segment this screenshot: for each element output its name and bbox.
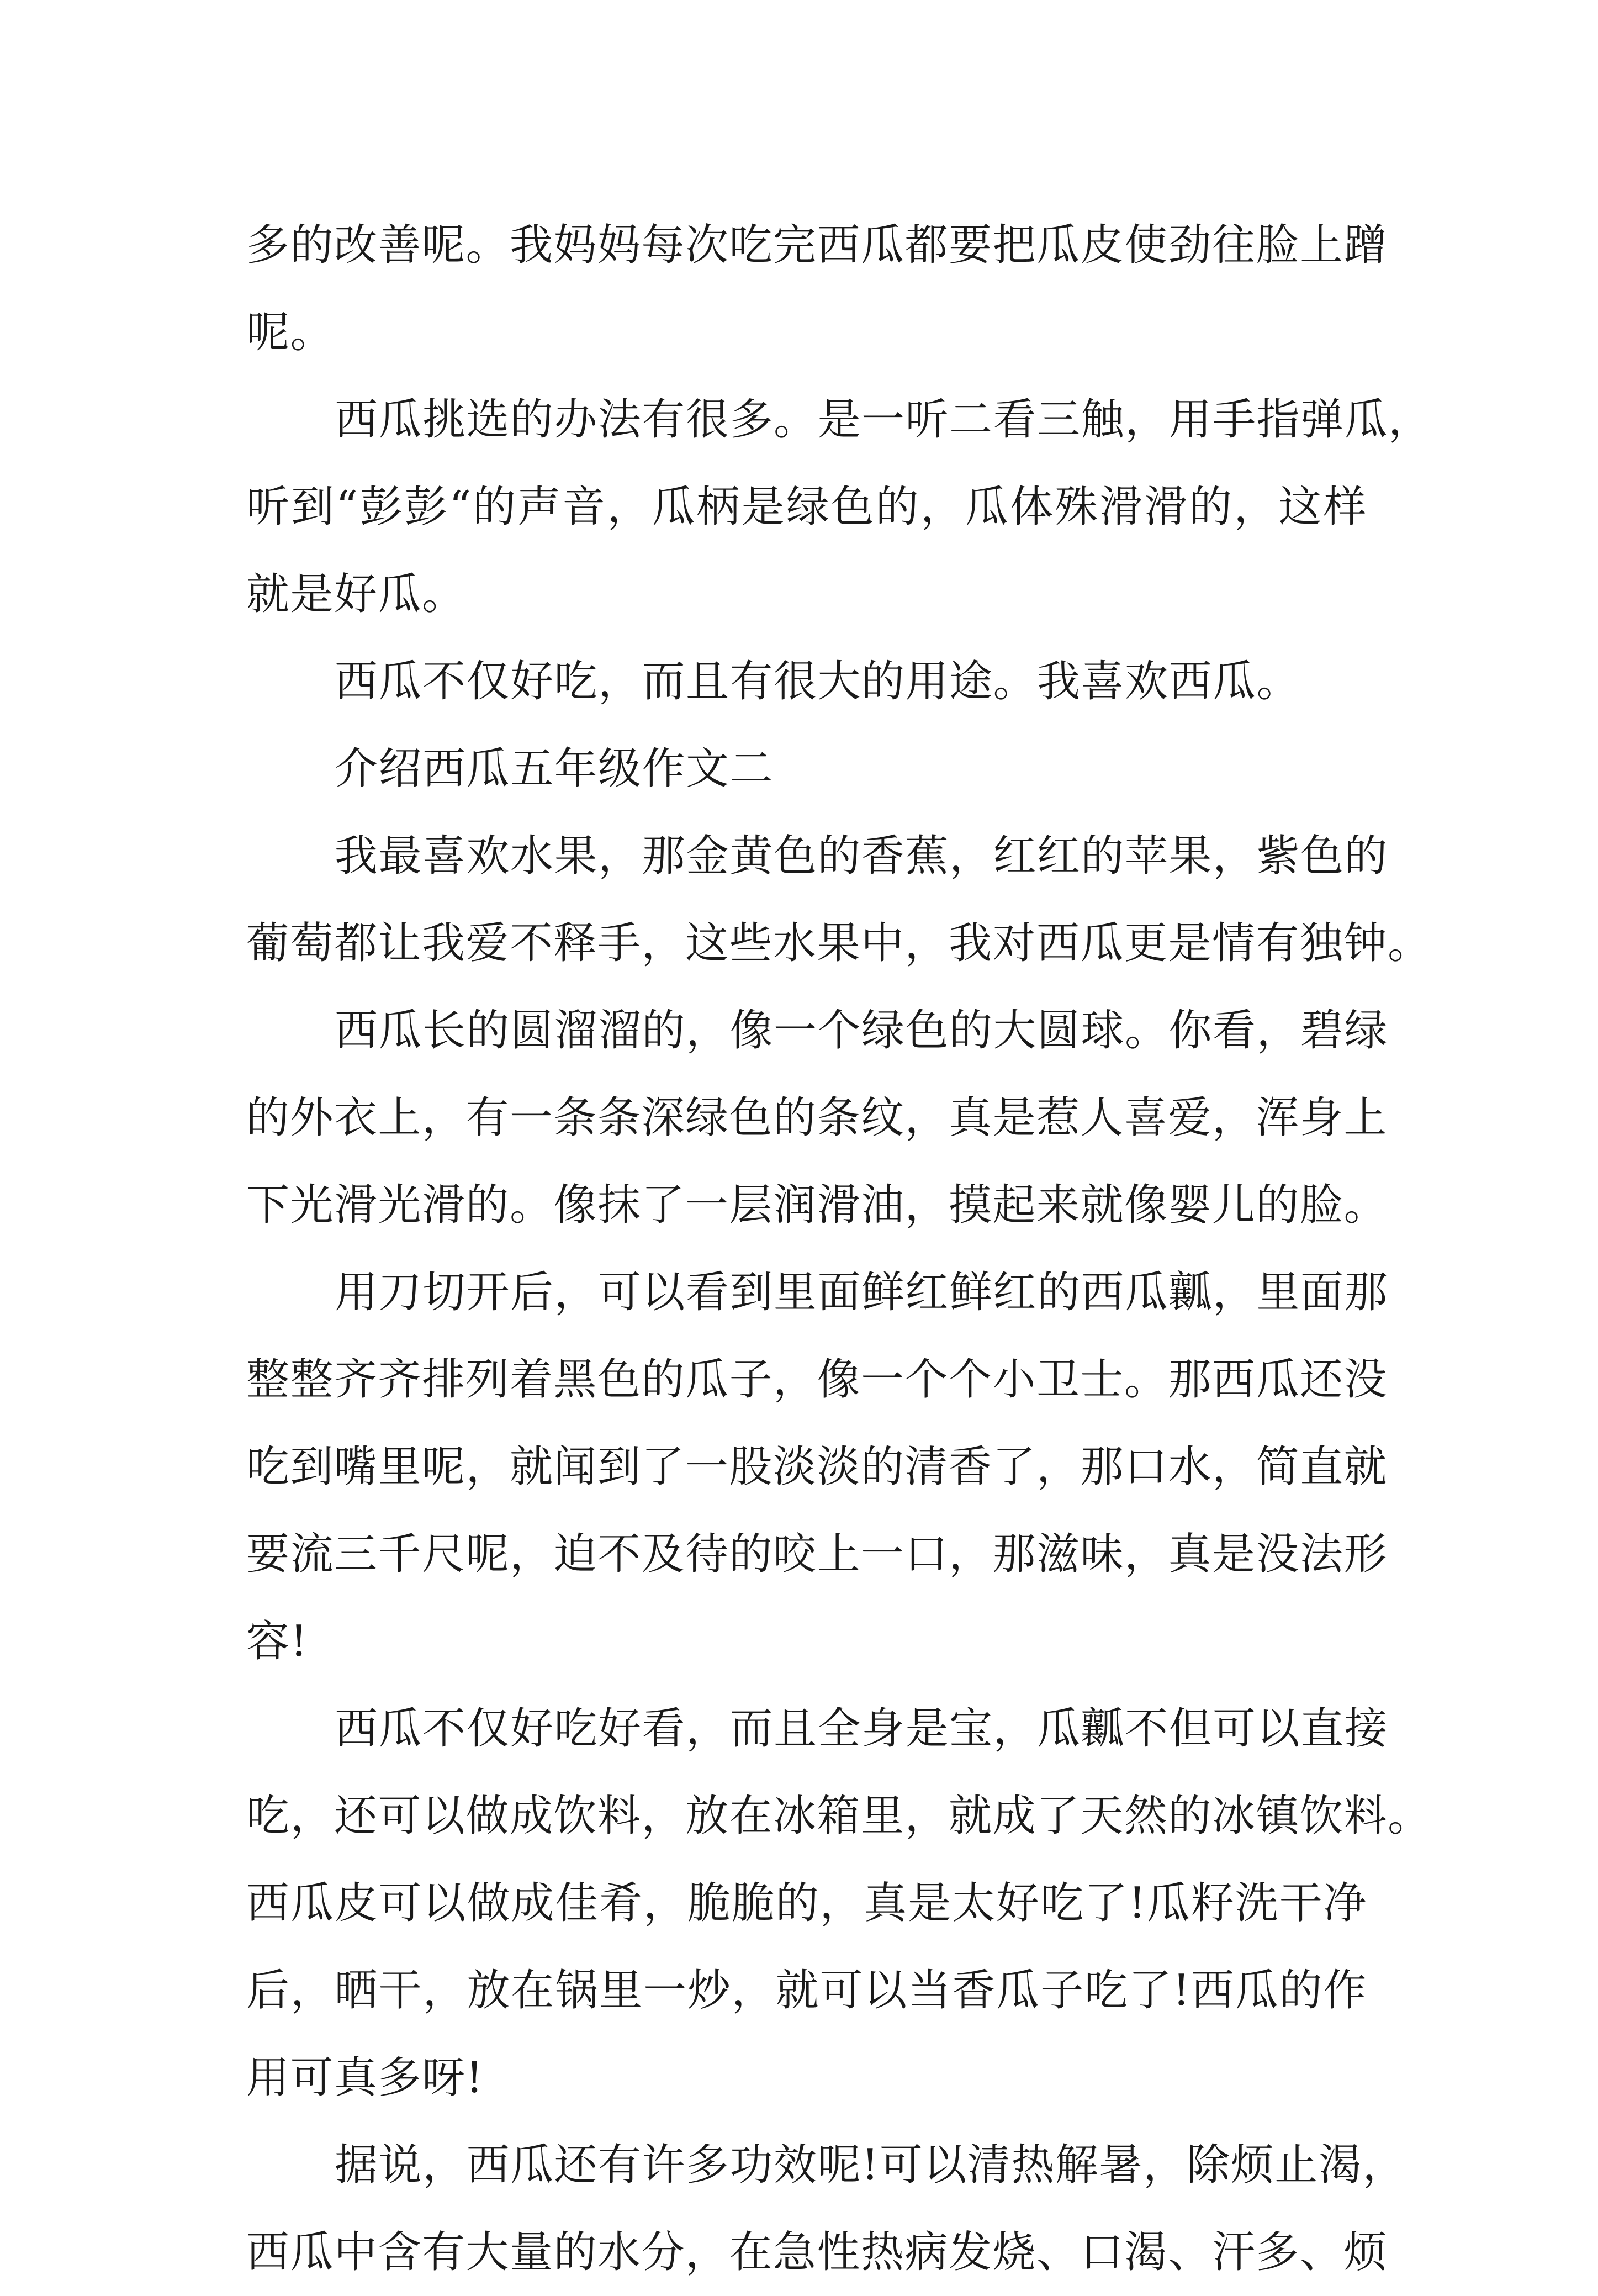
paragraph [246,725,1367,812]
text-line: 西瓜长的圆溜溜的，像一个绿色的大圆球。你看，碧绿 [335,1006,1389,1055]
text-line: 的外衣上，有一条条深绿色的条纹，真是惹人喜爱，浑身上 [246,1093,1388,1143]
text-line: 容! [246,1617,309,1666]
text-line: 西瓜挑选的办法有很多。是一听二看三触，用手指弹瓜， [335,395,1432,445]
text-line: 整整齐齐排列着黑色的瓜子，像一个个小卫士。那西瓜还没 [246,1355,1388,1405]
text-line: 听到“彭彭“的声音，瓜柄是绿色的，瓜体殊滑滑的，这样 [246,482,1367,532]
text-line: 下光滑光滑的。像抹了一层润滑油，摸起来就像婴儿的脸。 [246,1180,1388,1230]
text-line: 呢。 [246,308,335,357]
paragraph [246,638,1367,725]
text-line: 吃，还可以做成饮料，放在冰箱里，就成了天然的冰镇饮料。 [246,1791,1432,1841]
paragraph [246,1685,1432,2121]
paragraph [246,202,1388,376]
text-line: 就是好瓜。 [246,569,466,619]
paragraph [246,1249,1389,1685]
text-line: 据说，西瓜还有许多功效呢!可以清热解暑，除烦止渴， [335,2140,1406,2190]
text-line: 介绍西瓜五年级作文二 [335,744,774,794]
text-line: 吃到嘴里呢，就闻到了一股淡淡的清香了，那口水，简直就 [246,1442,1388,1492]
text-line: 我最喜欢水果，那金黄色的香蕉，红红的苹果，紫色的 [335,831,1389,881]
text-line: 西瓜不仅好吃，而且有很大的用途。我喜欢西瓜。 [335,657,1301,706]
text-line: 要流三千尺呢，迫不及待的咬上一口，那滋味，真是没法形 [246,1529,1388,1579]
document-body [246,202,1432,2296]
text-line: 葡萄都让我爱不释手，这些水果中，我对西瓜更是情有独钟。 [246,919,1432,968]
text-line: 用刀切开后，可以看到里面鲜红鲜红的西瓜瓤，里面那 [335,1268,1389,1317]
paragraph [246,376,1432,638]
text-line: 西瓜中含有大量的水分，在急性热病发烧、口渴、汗多、烦 [246,2228,1388,2277]
text-line: 西瓜不仅好吃好看，而且全身是宝，瓜瓤不但可以直接 [335,1704,1389,1754]
paragraph [246,812,1432,987]
text-line: 多的改善呢。我妈妈每次吃完西瓜都要把瓜皮使劲往脸上蹭 [246,220,1388,270]
paragraph [246,987,1389,1249]
text-line: 用可真多呀! [246,2053,484,2103]
text-line: 西瓜皮可以做成佳肴，脆脆的，真是太好吃了!瓜籽洗干净 [246,1878,1367,1928]
text-line: 后，晒干，放在锅里一炒，就可以当香瓜子吃了!西瓜的作 [246,1966,1367,2015]
paragraph [246,2121,1406,2296]
